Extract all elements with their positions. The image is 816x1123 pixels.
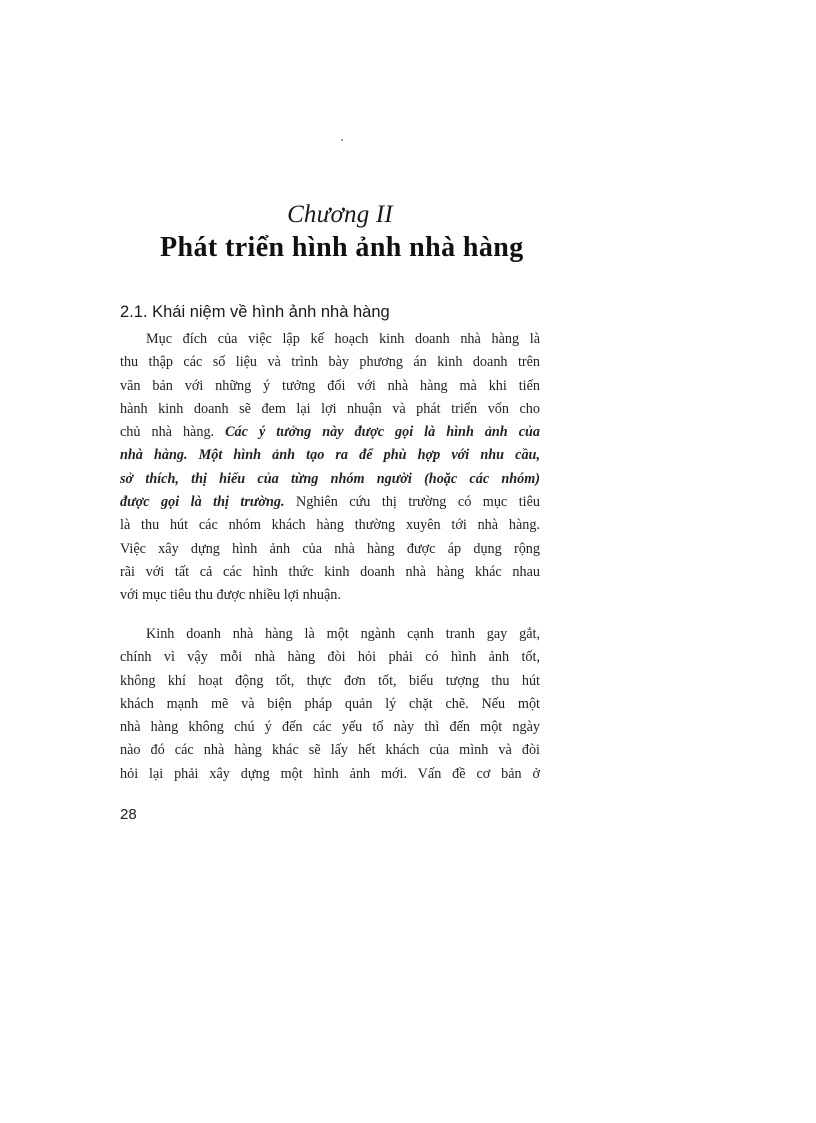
emphasis-text: Các ý tưởng này được gọi là hình ảnh của [225, 424, 540, 441]
paragraph-line: nào đó các nhà hàng khác sẽ lấy hết khách của mình và đòi [120, 742, 540, 759]
paragraph-line: rãi với tất cả các hình thức kinh doanh nhà hàng khác nhau [120, 563, 540, 580]
paragraph-line: hỏi lại phải xây dựng một hình ảnh mới. Vấn đề cơ bản ở [120, 765, 540, 782]
chapter-label: Chương II [287, 201, 393, 228]
paragraph-line: là thu hút các nhóm khách hàng thường xuyên tới nhà hàng. [120, 517, 540, 534]
paragraph-line: chính vì vậy mỗi nhà hàng đòi hỏi phải có hình ảnh tốt, [120, 649, 540, 666]
paragraph-line: Việc xây dựng hình ảnh của nhà hàng được áp dụng rộng [120, 540, 540, 557]
paragraph-line: Mục đích của việc lập kế hoạch kinh doanh nhà hàng là [146, 331, 540, 347]
plain-text: chủ nhà hàng. [120, 424, 226, 441]
page-number: 28 [120, 806, 137, 823]
paragraph-line: nhà hàng không chú ý đến các yếu tố này thì đến một ngày [120, 719, 540, 736]
emphasis-line: sở thích, thị hiếu của từng nhóm người (hoặc các nhóm) [120, 470, 540, 487]
paragraph-line: khách mạnh mẽ và biện pháp quản lý chặt chẽ. Nếu một [120, 695, 540, 712]
emphasis-line: nhà hàng. Một hình ảnh tạo ra để phù hợp với nhu cầu, [120, 447, 540, 464]
plain-text: Nghiên cứu thị trường có mục tiêu [284, 494, 540, 511]
paragraph-line-mixed [120, 491, 540, 514]
chapter-title: Phát triển hình ảnh nhà hàng [160, 232, 524, 263]
paragraph-line: với mục tiêu thu được nhiều lợi nhuận. [120, 587, 341, 604]
paragraph-line-mixed [120, 421, 540, 444]
paragraph-2 [120, 623, 540, 786]
section-heading: 2.1. Khái niệm về hình ảnh nhà hàng [120, 303, 390, 321]
paragraph-line: không khí hoạt động tốt, thực đơn tốt, biểu tượng thu hút [120, 672, 540, 689]
paragraph-line: hành kinh doanh sẽ đem lại lợi nhuận và phát triển vốn cho [120, 400, 540, 417]
paragraph-line: thu thập các số liệu và trình bày phương án kinh doanh trên [120, 354, 540, 371]
emphasis-text: được gọi là thị trường. [120, 494, 285, 511]
paragraph-1 [120, 328, 540, 608]
paragraph-line: Kinh doanh nhà hàng là một ngành cạnh tranh gay gắt, [146, 626, 540, 642]
scan-speck [341, 139, 343, 141]
paragraph-line: văn bản với những ý tưởng đối với nhà hàng mà khi tiến [120, 377, 540, 394]
